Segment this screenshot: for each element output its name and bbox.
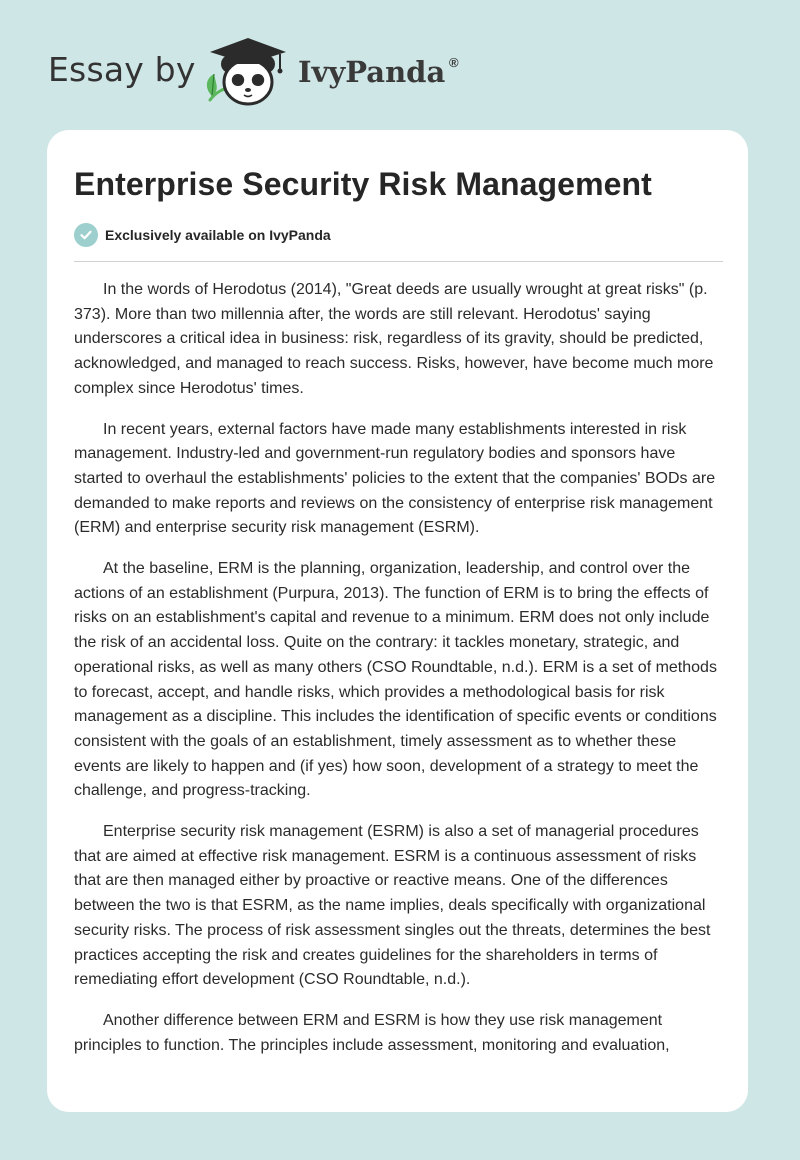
paragraph: In recent years, external factors have made many establishments interested in risk management. Industry-led and government-run regulatory bodies and sponsors have started to overhaul the establishments' policies to the extent that the companies' BODs are demanded to make reports and reviews on the consistency of enterprise risk management (ERM) and enterprise security risk management (ESRM).	[74, 420, 716, 537]
paragraph: At the baseline, ERM is the planning, organization, leadership, and control over the actions of an establishment (Purpura, 2013). The function of ERM is to bring the effects of risks on an establishment's capital and revenue to a minimum. ERM does not only include the risk of an accidental loss. Quite on the contrary: it tackles monetary, strategic, and operational risks, as well as many others (CSO Roundtable, n.d.). ERM is a set of methods to forecast, accept, and handle risks, which provides a methodological basis for risk management as a discipline. This includes the identification of specific events or conditions consistent with the goals of an establishment, timely assessment as to whether these events are likely to happen and (if yes) how soon, development of a strategy to meet the challenge, and progress-tracking.	[74, 560, 717, 800]
essay-body	[74, 278, 726, 1074]
exclusive-label: Exclusively available on IvyPanda	[105, 227, 331, 243]
divider	[74, 261, 723, 262]
brand-name[interactable]: IvyPanda	[298, 55, 446, 89]
panda-graduate-icon[interactable]	[200, 34, 295, 112]
paragraph: Enterprise security risk management (ESRM) is also a set of managerial procedures that are aimed at effective risk management. ESRM is a continuous assessment of risks that are then managed either by proactive or reactive means. One of the differences between the two is that ESRM, as the name implies, deals specifically with organizational security risks. The process of risk assessment singles out the threats, determines the best practices accepting the risk and creates guidelines for the shareholders in terms of remediating effort development (CSO Roundtable, n.d.).	[74, 823, 711, 989]
registered-mark: ®	[449, 55, 459, 70]
essay-by-label: Essay by	[48, 50, 196, 89]
check-circle-icon	[74, 223, 98, 247]
page-title: Enterprise Security Risk Management	[74, 166, 652, 202]
essay-card	[47, 130, 748, 1112]
paragraph: Another difference between ERM and ESRM is how they use risk management principles to function. The principles include assessment, monitoring and evaluation,	[74, 1011, 670, 1054]
exclusive-badge	[74, 223, 331, 247]
site-header	[0, 0, 800, 130]
paragraph: In the words of Herodotus (2014), "Great deeds are usually wrought at great risks" (p. 373). More than two millennia after, the words are still relevant. Herodotus' saying underscores a critical idea in business: risk, regardless of its gravity, should be predicted, acknowledged, and managed to reach success. Risks, however, have become much more complex since Herodotus' times.	[74, 281, 714, 397]
